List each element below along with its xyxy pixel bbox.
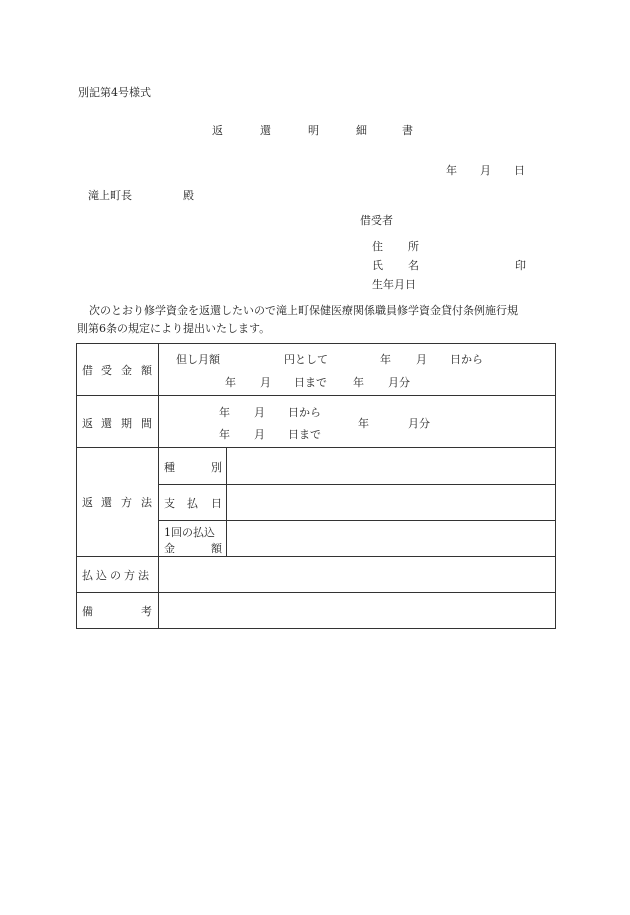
payday-label-char-1: 支 [164,497,175,510]
body-text-line-1: 次のとおり修学資金を返還したいので滝上町保健医療関係職員修学資金貸付条例施行規 [89,304,518,317]
type-label-char-1: 種 [164,461,175,474]
table-row-divider [76,556,556,557]
table-label-divider [158,343,159,629]
type-label-char-2: 別 [211,461,222,474]
body-text-line-2: 則第6条の規定により提出いたします。 [77,322,271,335]
row2-until: 日まで [288,428,321,441]
addressee-honorific: 殿 [183,189,194,202]
title-char-3: 明 [308,124,319,137]
row2-label-char-4: 間 [141,417,152,430]
date-month: 月 [480,164,491,177]
table-row-divider [76,395,556,396]
row2-total-year: 年 [358,417,369,430]
row5-label-char-2: 考 [141,605,152,618]
table-border-left [76,343,77,629]
row2-label-char-3: 期 [121,417,132,430]
row3-label-char-1: 返 [82,496,93,509]
row2-start-month: 月 [254,406,265,419]
name-label-char-2: 名 [408,259,419,272]
row1-month: 月 [416,353,427,366]
row1-label-char-1: 借 [82,364,93,377]
payday-label-char-2: 払 [187,497,198,510]
seal-mark: 印 [515,259,526,272]
row1-total-months: 月分 [388,376,410,389]
row2-label-char-1: 返 [82,417,93,430]
date-day: 日 [514,164,525,177]
row5-label-char-1: 備 [82,605,93,618]
installment-label-char-1: 金 [164,542,175,555]
title-char-1: 返 [212,124,223,137]
row1-from: 日から [450,353,483,366]
title-char-2: 還 [260,124,271,137]
row3-label-char-4: 法 [141,496,152,509]
row1-end-year: 年 [225,376,236,389]
row2-end-month: 月 [254,428,265,441]
table-subrow-divider [158,520,556,521]
row2-end-year: 年 [219,428,230,441]
title-char-4: 細 [356,124,367,137]
addressee-name: 滝上町長 [88,189,132,202]
row1-year: 年 [380,353,391,366]
row4-label: 払込の方法 [82,569,152,582]
row3-label-char-2: 還 [101,496,112,509]
applicant-heading: 借受者 [360,214,393,227]
table-row-divider [76,447,556,448]
row1-until: 日まで [294,376,327,389]
row1-end-month: 月 [260,376,271,389]
table-subrow-divider [158,484,556,485]
monthly-amount-prefix: 但し月額 [176,353,220,366]
table-border-bottom [76,628,556,629]
row1-label-char-4: 額 [141,364,152,377]
row2-label-char-2: 還 [101,417,112,430]
row1-label-char-3: 金 [121,364,132,377]
payday-label-char-3: 日 [211,497,222,510]
name-label-char-1: 氏 [372,259,383,272]
date-year: 年 [446,164,457,177]
table-row-divider [76,592,556,593]
row1-total-year: 年 [353,376,364,389]
table-subcolumn-divider [226,447,227,556]
installment-label-char-2: 額 [211,542,222,555]
row2-start-year: 年 [219,406,230,419]
birthdate-label: 生年月日 [372,278,416,291]
yen-as: 円として [284,353,328,366]
table-border-right [555,343,556,629]
installment-label-line-1: 1回の払込 [164,526,215,539]
form-number: 別記第4号様式 [78,86,151,99]
title-char-5: 書 [402,124,413,137]
table-border-top [76,343,556,344]
row2-total-months: 月分 [408,417,430,430]
address-label-char-1: 住 [372,240,383,253]
row3-label-char-3: 方 [121,496,132,509]
row2-from: 日から [288,406,321,419]
address-label-char-2: 所 [408,240,419,253]
row1-label-char-2: 受 [101,364,112,377]
